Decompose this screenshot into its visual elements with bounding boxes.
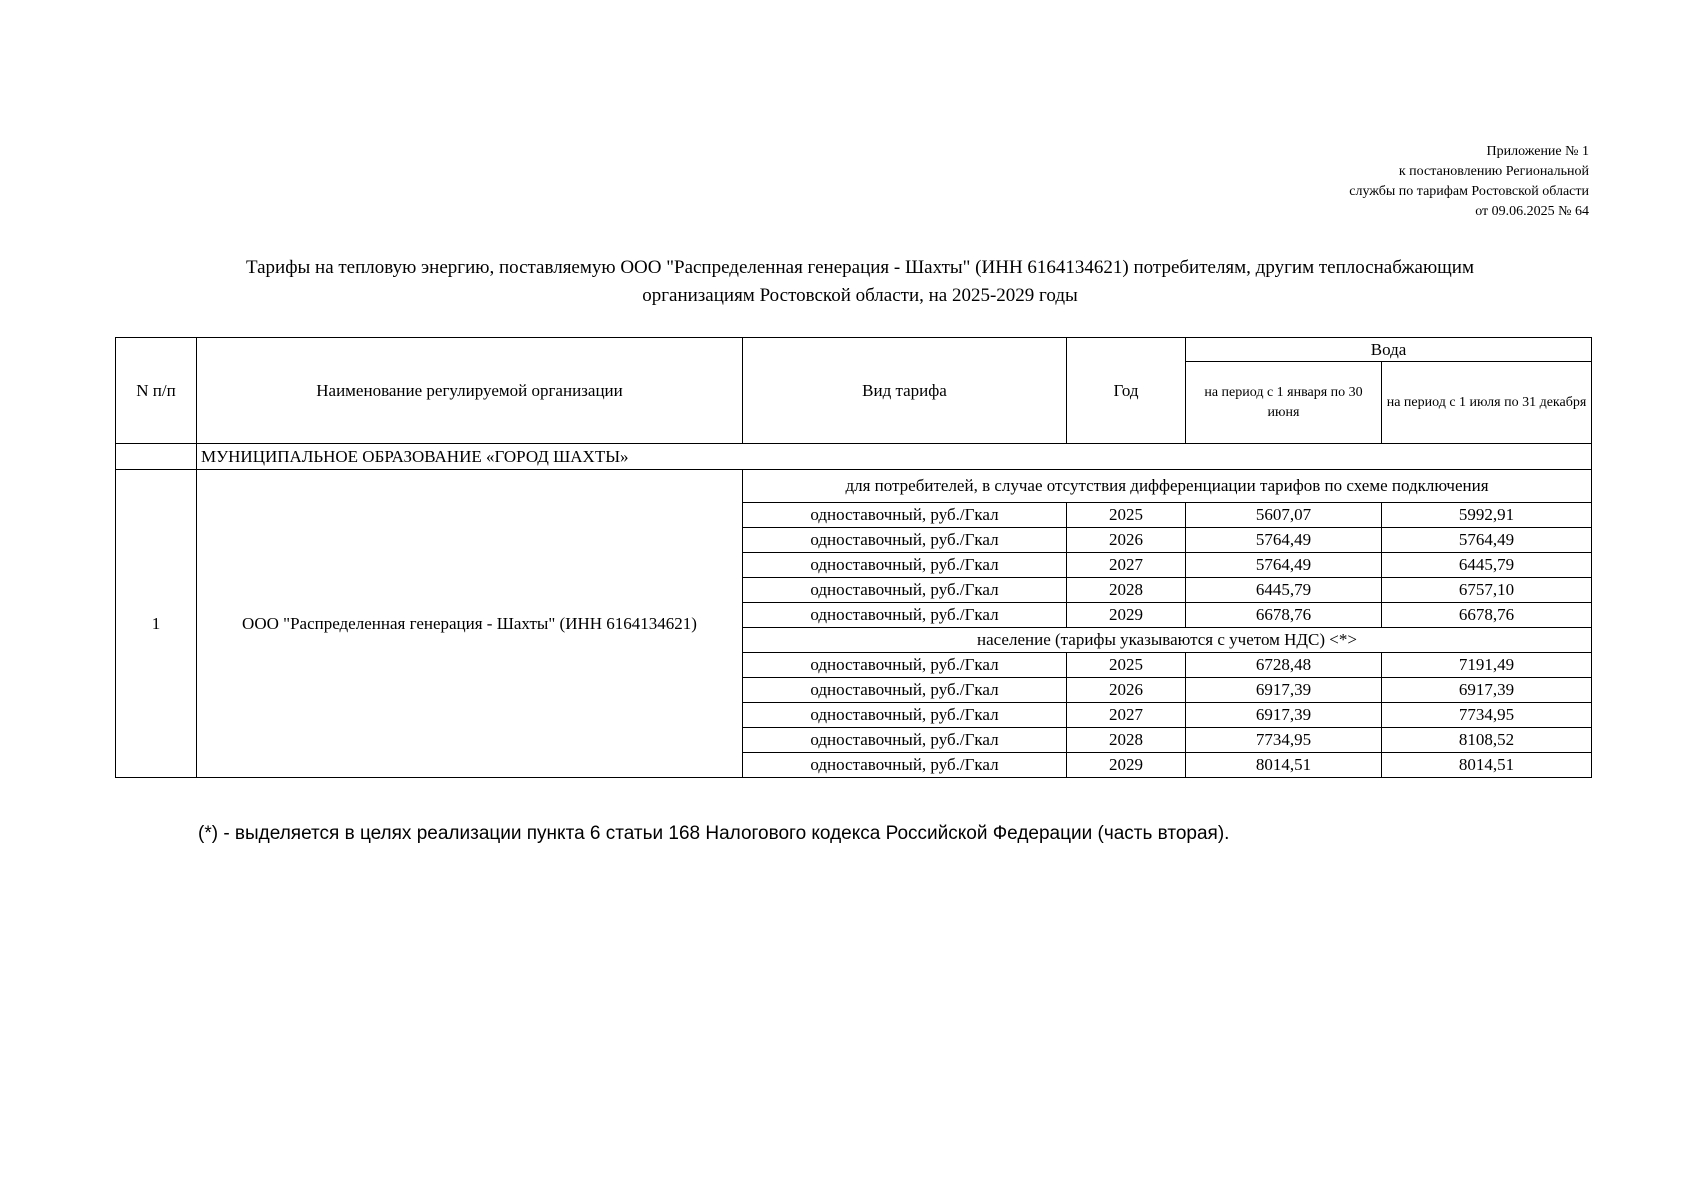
organization-name: ООО "Распределенная генерация - Шахты" (ИНН 6164134621) [197,470,743,778]
period2-value: 6445,79 [1382,553,1592,578]
period2-value: 8014,51 [1382,753,1592,778]
tariff-type-cell: одноставочный, руб./Гкал [743,678,1067,703]
year-cell: 2028 [1067,578,1186,603]
section-population-title: население (тарифы указываются с учетом НДС) <*> [743,628,1592,653]
appendix-line: Приложение № 1 [1486,144,1589,159]
section-consumers-title: для потребителей, в случае отсутствия дифференциации тарифов по схеме подключения [743,470,1592,503]
header-period1: на период с 1 января по 30 июня [1186,362,1382,444]
header-year: Год [1067,338,1186,444]
tariff-type-cell: одноставочный, руб./Гкал [743,578,1067,603]
tariff-table [115,337,1592,778]
period2-value: 6678,76 [1382,603,1592,628]
period1-value: 6728,48 [1186,653,1382,678]
period2-value: 6757,10 [1382,578,1592,603]
period2-value: 8108,52 [1382,728,1592,753]
period1-value: 6445,79 [1186,578,1382,603]
title-line: организациям Ростовской области, на 2025-2029 годы [642,285,1078,306]
period1-value: 5764,49 [1186,528,1382,553]
header-water: Вода [1186,338,1592,362]
period1-value: 6917,39 [1186,678,1382,703]
period1-value: 7734,95 [1186,728,1382,753]
empty-cell [116,444,197,470]
row-number: 1 [116,470,197,778]
year-cell: 2029 [1067,753,1186,778]
period1-value: 5607,07 [1186,503,1382,528]
tariff-type-cell: одноставочный, руб./Гкал [743,528,1067,553]
appendix-line: к постановлению Региональной [1398,164,1589,179]
year-cell: 2026 [1067,528,1186,553]
year-cell: 2025 [1067,503,1186,528]
year-cell: 2027 [1067,703,1186,728]
tariff-type-cell: одноставочный, руб./Гкал [743,603,1067,628]
tariff-type-cell: одноставочный, руб./Гкал [743,503,1067,528]
footnote: (*) - выделяется в целях реализации пункта 6 статьи 168 Налогового кодекса Российской Федерации (часть вторая). [198,823,1230,844]
period2-value: 7734,95 [1382,703,1592,728]
period2-value: 6917,39 [1382,678,1592,703]
appendix-line: службы по тарифам Ростовской области [1349,184,1589,199]
period2-value: 5992,91 [1382,503,1592,528]
appendix-line: от 09.06.2025 № 64 [1475,204,1589,219]
year-cell: 2029 [1067,603,1186,628]
header-num: N п/п [116,338,197,444]
document-title [100,254,1620,310]
header-org: Наименование регулируемой организации [197,338,743,444]
period1-value: 5764,49 [1186,553,1382,578]
period2-value: 5764,49 [1382,528,1592,553]
tariff-type-cell: одноставочный, руб./Гкал [743,553,1067,578]
year-cell: 2026 [1067,678,1186,703]
appendix-block [1349,142,1589,222]
year-cell: 2028 [1067,728,1186,753]
year-cell: 2025 [1067,653,1186,678]
title-line: Тарифы на тепловую энергию, поставляемую ООО "Распределенная генерация - Шахты" (ИНН 6164134621) потребителям, другим теплоснабжающим [245,257,1475,278]
period1-value: 6678,76 [1186,603,1382,628]
header-tariff-type: Вид тарифа [743,338,1067,444]
period2-value: 7191,49 [1382,653,1592,678]
tariff-type-cell: одноставочный, руб./Гкал [743,753,1067,778]
header-period2: на период с 1 июля по 31 декабря [1382,362,1592,444]
tariff-type-cell: одноставочный, руб./Гкал [743,703,1067,728]
tariff-type-cell: одноставочный, руб./Гкал [743,653,1067,678]
tariff-type-cell: одноставочный, руб./Гкал [743,728,1067,753]
municipality-row: МУНИЦИПАЛЬНОЕ ОБРАЗОВАНИЕ «ГОРОД ШАХТЫ» [197,444,1592,470]
period1-value: 6917,39 [1186,703,1382,728]
year-cell: 2027 [1067,553,1186,578]
period1-value: 8014,51 [1186,753,1382,778]
